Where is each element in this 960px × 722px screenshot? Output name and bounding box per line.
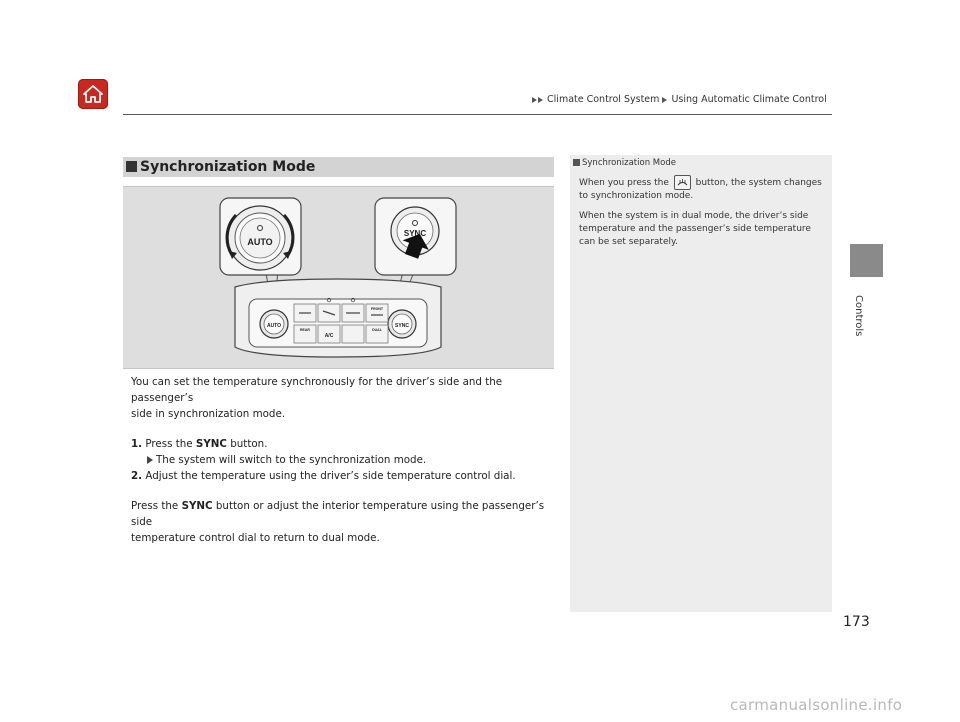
breadcrumb	[532, 94, 827, 105]
sync-key-label: SYNC	[195, 438, 227, 450]
auto-label: AUTO	[247, 237, 273, 247]
panel-dual-label: DUAL	[372, 328, 382, 332]
section-title: Synchronization Mode	[126, 159, 315, 175]
home-icon	[82, 84, 104, 104]
note-title: Synchronization Mode	[573, 158, 676, 168]
page-number: 173	[843, 614, 870, 630]
note-text	[579, 175, 827, 249]
section-square-icon	[126, 161, 137, 172]
panel-rear-label: REAR	[300, 328, 310, 332]
note-p2-line1: When the system is in dual mode, the driver’s side	[579, 211, 809, 221]
outro-line-2: temperature control dial to return to dual mode.	[131, 532, 380, 544]
auto-dial-zoom	[220, 198, 301, 275]
body-text	[131, 374, 556, 546]
note-p2-line2: temperature and the passenger’s side temperature	[579, 224, 811, 234]
result-arrow-icon	[147, 456, 153, 464]
breadcrumb-arrow-icon	[662, 97, 667, 103]
step-1-number: 1.	[131, 438, 143, 450]
chapter-tab-label: Controls	[853, 295, 864, 337]
step-1-result: The system will switch to the synchronization mode.	[131, 452, 556, 468]
sync-label: SYNC	[403, 229, 427, 238]
breadcrumb-arrow-icon	[538, 97, 543, 103]
intro-line-2: side in synchronization mode.	[131, 408, 286, 420]
step-2-number: 2.	[131, 470, 143, 482]
note-p1-line1: When you press the button, the system changes	[579, 175, 827, 190]
breadcrumb-arrow-icon	[532, 97, 537, 103]
climate-control-illustration	[123, 186, 554, 369]
home-button[interactable]	[78, 79, 108, 109]
intro-line-1: You can set the temperature synchronously for the driver’s side and the passenger’s	[131, 376, 503, 404]
climate-panel-svg	[123, 187, 554, 368]
note-p2-line3: can be set separately.	[579, 237, 678, 247]
step-1: 1. Press the SYNC button.	[131, 438, 268, 450]
outro-line-1: Press the SYNC button or adjust the interior temperature using the passenger’s side	[131, 500, 545, 528]
panel-sync-label: SYNC	[395, 323, 409, 329]
step-2: 2. Adjust the temperature using the driver’s side temperature control dial.	[131, 470, 516, 482]
watermark: carmanualsonline.info	[730, 696, 903, 714]
panel-ac-label: A/C	[324, 333, 334, 339]
sync-key-label-2: SYNC	[181, 500, 213, 512]
climate-control-panel	[235, 279, 441, 357]
header-divider	[123, 114, 832, 115]
note-p1-line2: to synchronization mode.	[579, 191, 694, 201]
panel-front-label: FRONT	[370, 307, 384, 311]
panel-auto-label: AUTO	[266, 323, 282, 329]
chapter-tab[interactable]	[850, 244, 883, 277]
sync-button-zoom	[375, 198, 456, 275]
front-defrost-button-icon	[674, 175, 691, 190]
breadcrumb-item-automatic[interactable]: Using Automatic Climate Control	[671, 94, 827, 105]
note-square-icon	[573, 159, 580, 166]
breadcrumb-item-climate[interactable]: Climate Control System	[547, 94, 660, 105]
